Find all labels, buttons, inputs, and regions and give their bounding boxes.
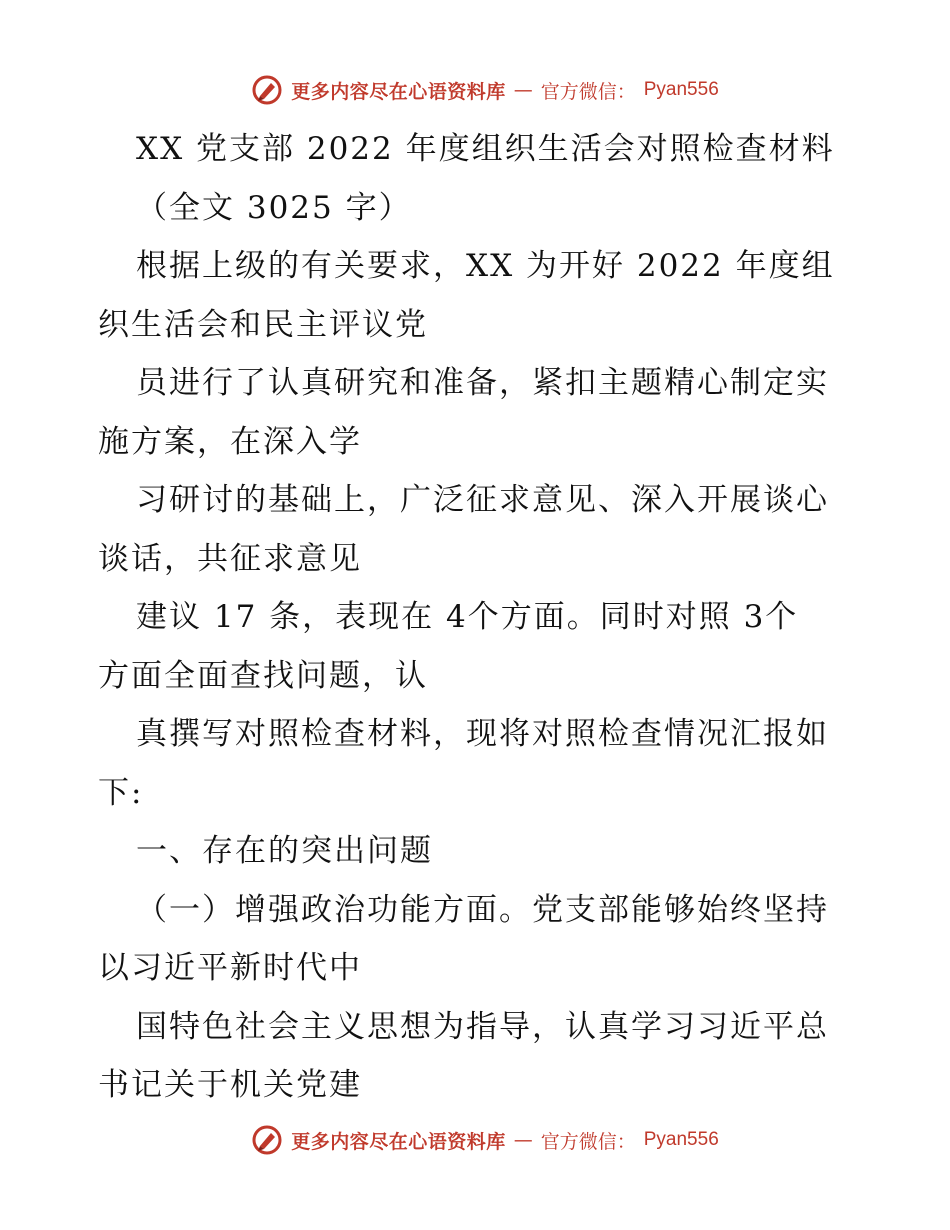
document-body	[98, 120, 858, 1115]
document-line: （全文 3025 字）	[136, 189, 412, 226]
pen-nib-logo-icon	[251, 74, 283, 106]
watermark-footer	[0, 1120, 950, 1160]
watermark-site-text: 更多内容尽在心语资料库	[291, 80, 506, 103]
document-line: 根据上级的有关要求，XX 为开好 2022 年度组	[136, 248, 835, 284]
watermark-header	[0, 70, 950, 110]
document-line: （一）增强政治功能方面。党支部能够始终坚持	[136, 891, 829, 928]
watermark-wechat-label: 官方微信：	[540, 1130, 636, 1153]
watermark-separator: —	[513, 79, 533, 101]
document-line: 织生活会和民主评议党	[98, 306, 428, 343]
document-line: 以习近平新时代中	[98, 950, 362, 986]
document-line: 员进行了认真研究和准备，紧扣主题精心制定实	[136, 365, 829, 401]
document-line: 真撰写对照检查材料，现将对照检查情况汇报如	[136, 716, 829, 752]
watermark-footer-inner	[251, 1124, 719, 1156]
document-line: 国特色社会主义思想为指导，认真学习习近平总	[136, 1008, 829, 1045]
document-line: 谈话，共征求意见	[98, 540, 362, 577]
document-line: 下:	[98, 774, 144, 811]
document-line: 习研讨的基础上，广泛征求意见、深入开展谈心	[136, 482, 829, 518]
document-line: XX 党支部 2022 年度组织生活会对照检查材料	[136, 131, 835, 167]
watermark-wechat-id: Pyan556	[643, 1129, 719, 1150]
document-line: 建议 17 条，表现在 4个方面。同时对照 3个	[136, 599, 799, 635]
document-line: 方面全面查找问题，认	[98, 657, 428, 694]
watermark-wechat-id: Pyan556	[643, 79, 719, 100]
watermark-site-text: 更多内容尽在心语资料库	[291, 1130, 506, 1153]
document-line: 一、存在的突出问题	[136, 833, 433, 869]
watermark-header-inner	[251, 74, 719, 106]
document-line: 施方案，在深入学	[98, 423, 362, 460]
pen-nib-logo-icon	[251, 1124, 283, 1156]
watermark-wechat-label: 官方微信：	[540, 80, 636, 103]
watermark-separator: —	[513, 1129, 533, 1151]
document-line: 书记关于机关党建	[98, 1067, 362, 1103]
